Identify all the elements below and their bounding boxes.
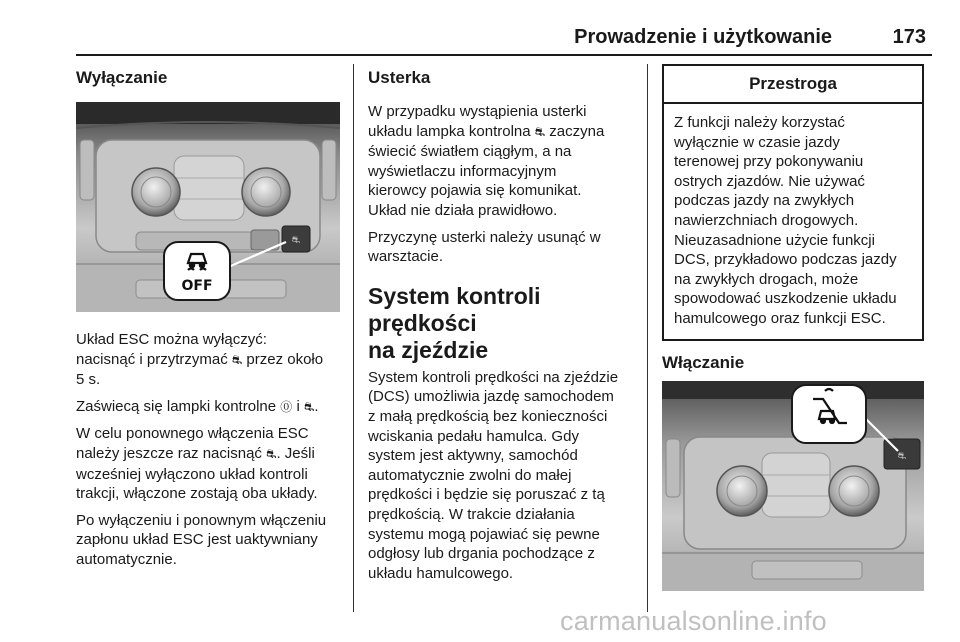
column-divider-2 [647, 64, 648, 612]
section-heading-fault: Usterka [368, 68, 431, 87]
column-2 [368, 64, 632, 590]
page-number: 173 [892, 26, 926, 48]
page-header [76, 24, 932, 56]
off-label: OFF [181, 278, 213, 294]
caution-box [662, 64, 924, 341]
paragraph-ignition: Po wyłączeniu i ponownym włączeniu zapłonu układ ESC jest uaktywniany automatycznie. [76, 511, 327, 568]
esc-warning-icon: ⛐ [534, 124, 546, 139]
paragraph-workshop: Przyczynę usterki należy usunąć w warsztacie. [368, 228, 601, 266]
esc-off-icon: ⛐ [231, 352, 243, 367]
column-divider-1 [353, 64, 354, 612]
paragraph-fault: W przypadku wystąpienia usterki układu lampka kontrolna ⛐ zaczyna świecić światłem ciągłym, a na wyświetlaczu informacyjnym kierowcy pojawia się komunikat. Układ nie działa prawidłowo. [368, 103, 605, 219]
paragraph-dcs-description: System kontroli prędkości na zjeździe (DCS) umożliwia jazdę samochodem z małą prędkością bez konieczności wciskania pedału hamulca. Gdy system jest aktywny, samochód automatycznie zwolni do małej prędkości i będzie się poruszać z tą prędkością. W trakcie działania systemu mogą pojawiać się pewne odgłosy lub drgania pochodzące z układu hamulcowego. [368, 368, 619, 582]
column-1 [76, 64, 340, 577]
caution-text: Z funkcji należy korzystać wyłącznie w czasie jazdy terenowej przy pokonywaniu ostrych zjazdów. Nie używać podczas jazdy na zwykłych nawierzchniach drogowych. Nieuzasadnione użycie funkcji DCS, przykładowo podczas jazdy na zwykłych drogach, może spowodować uszkodzenie układu hamulcowego oraz funkcji ESC. [674, 114, 897, 327]
header-rule [76, 54, 932, 56]
esc-off-button-photo [76, 102, 340, 312]
esc-off-icon: ⛐ [266, 446, 277, 461]
column-3 [662, 64, 924, 591]
watermark: carmanualsonline.info [560, 606, 827, 636]
esc-off-icon: ⛐ [303, 399, 315, 414]
section-heading-dcs: System kontroli prędkości na zjeździe [368, 282, 541, 363]
caution-title: Przestroga [664, 66, 922, 104]
svg-text:⛐: ⛐ [897, 450, 907, 462]
tc-off-icon: ⓪ [280, 399, 293, 414]
paragraph-reenable: W celu ponownego włączenia ESC należy jeszcze raz nacisnąć ⛐. Jeśli wcześniej wyłączono układ kontroli trakcji, włączone zostają oba układy. [76, 425, 318, 503]
header-title: Prowadzenie i użytkowanie [574, 26, 832, 48]
svg-text:⛐: ⛐ [291, 235, 301, 246]
section-heading-disable: Wyłączanie [76, 68, 168, 87]
paragraph-warning-lights: Zaświecą się lampki kontrolne ⓪ i ⛐. [76, 397, 319, 415]
paragraph-disable-instructions: Układ ESC można wyłączyć: nacisnąć i przytrzymać ⛐ przez około 5 s. [76, 331, 324, 389]
section-heading-enable: Włączanie [662, 352, 745, 372]
dcs-button-photo [662, 381, 924, 591]
